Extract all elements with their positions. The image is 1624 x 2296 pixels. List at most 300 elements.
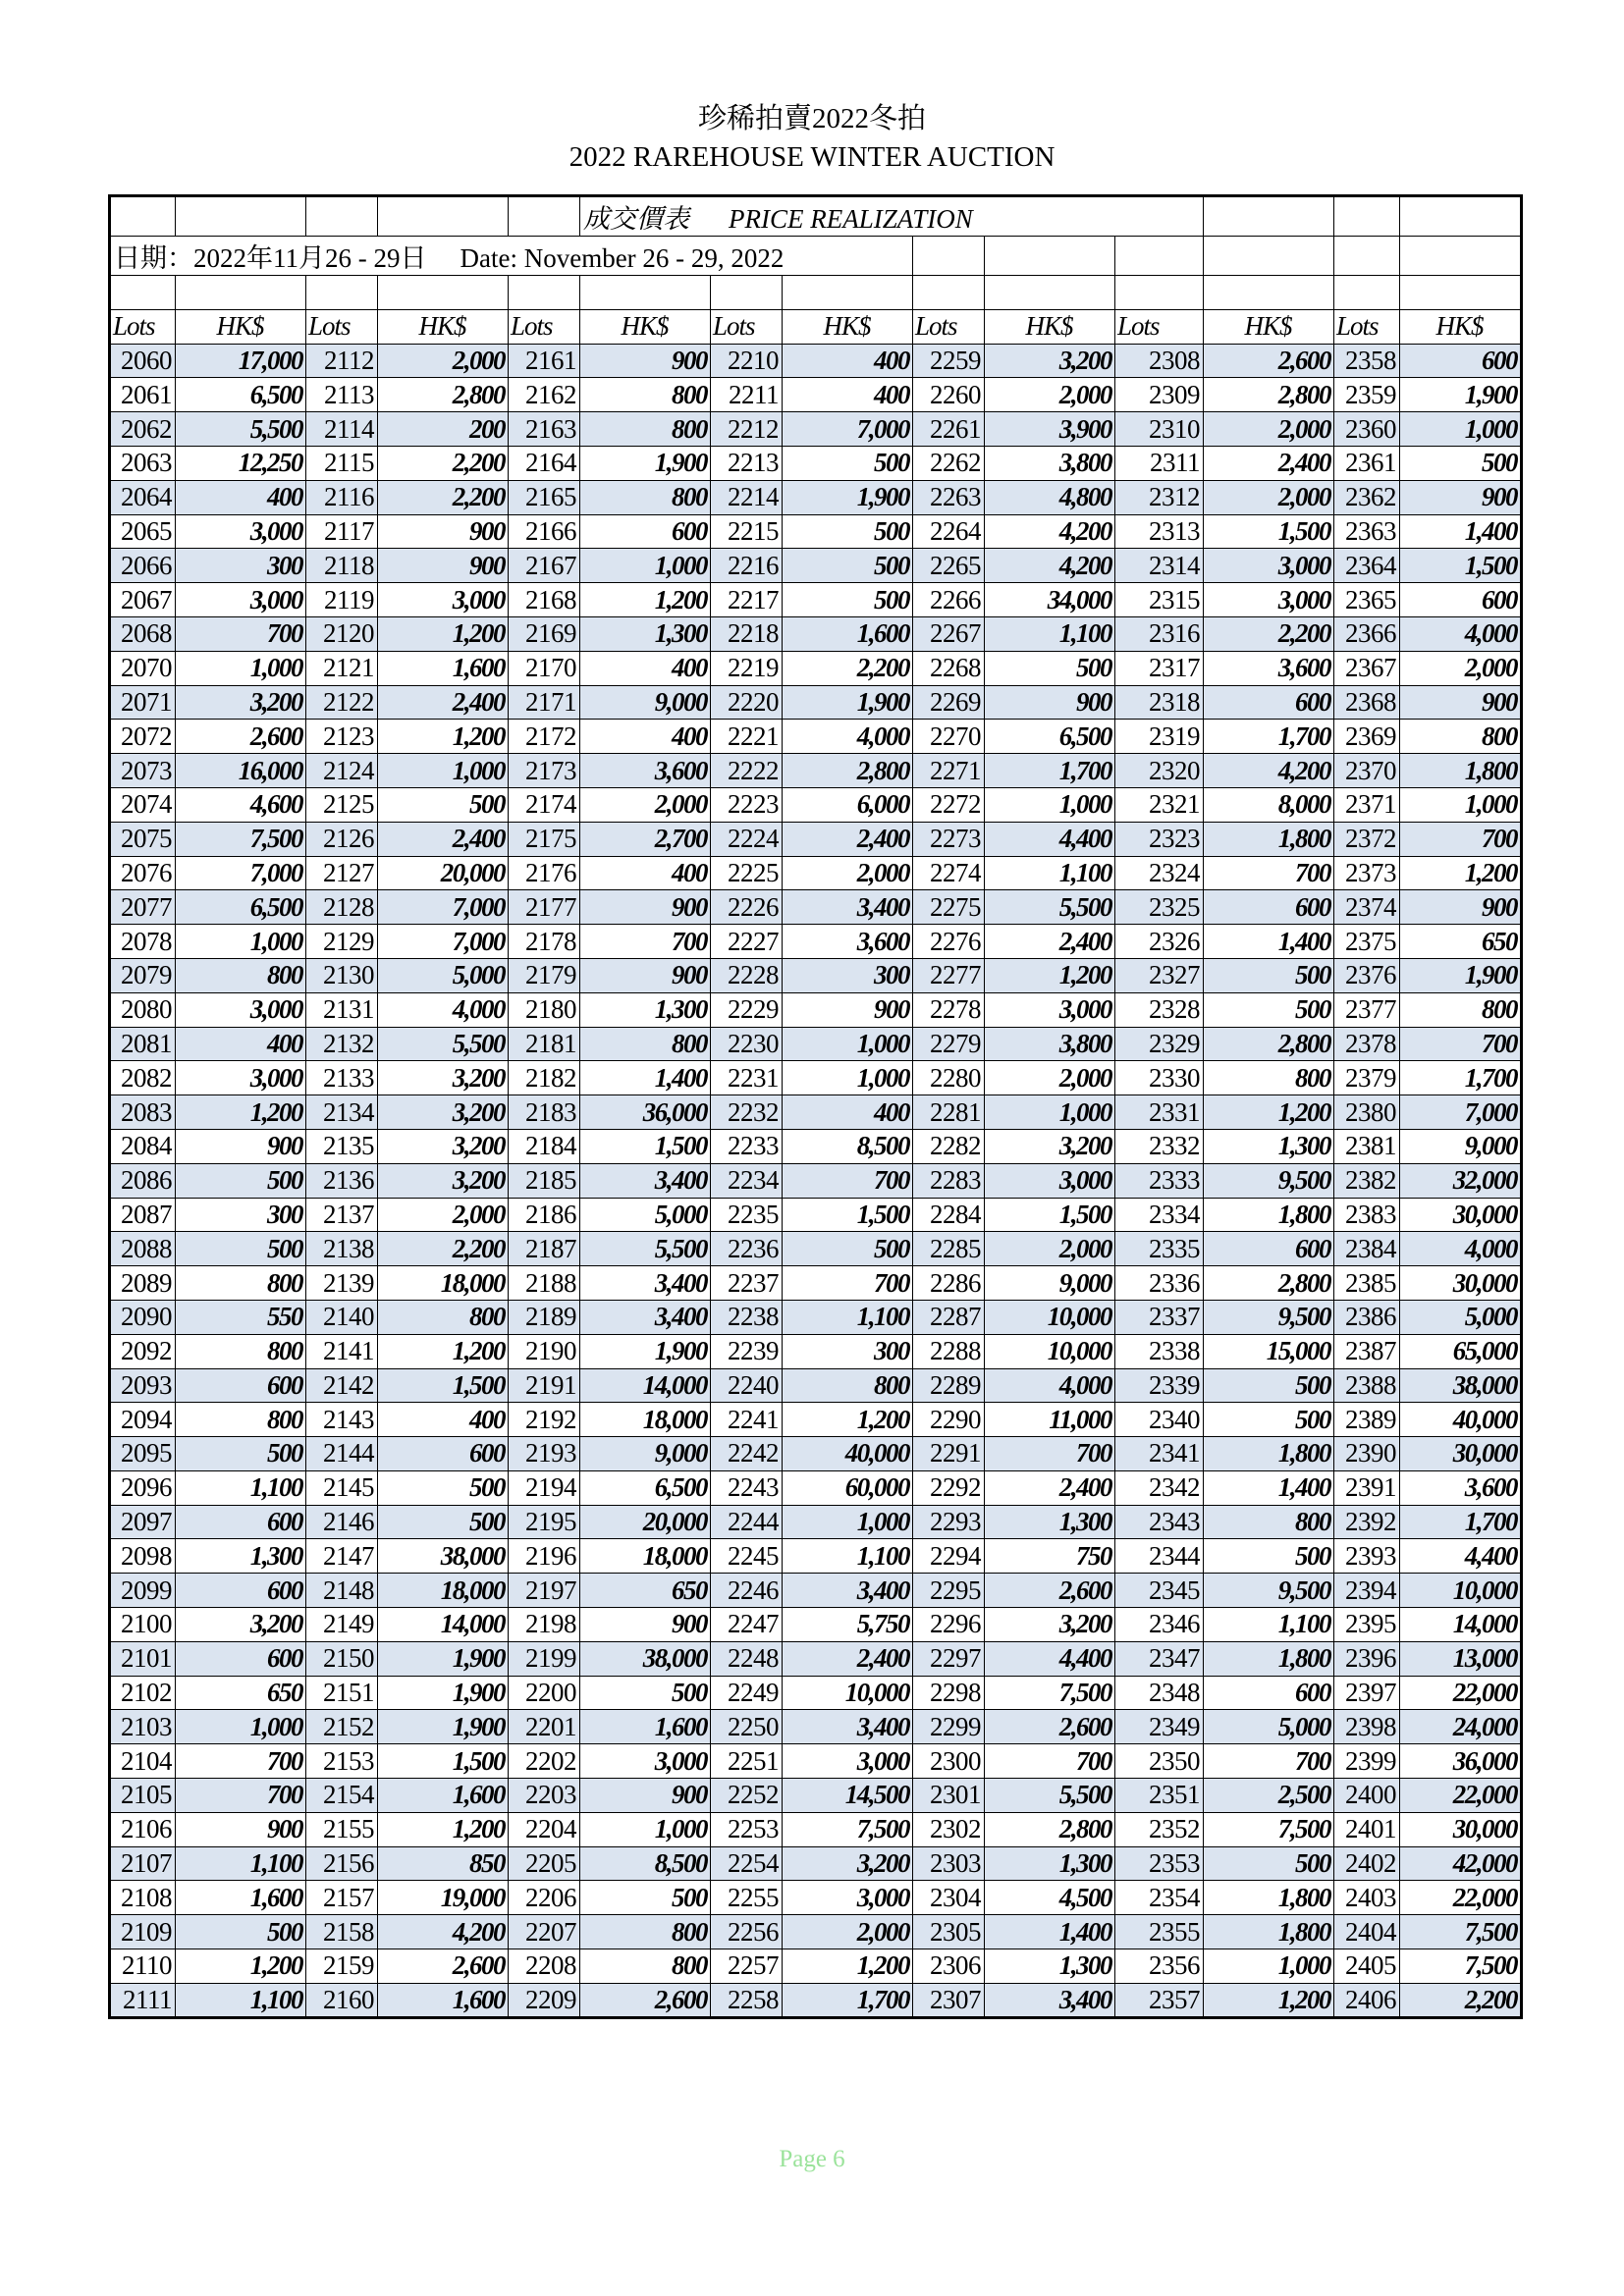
lot-number: 2362 [1334,480,1400,514]
lot-number: 2168 [509,583,580,617]
lot-number: 2253 [711,1812,783,1846]
price-hkd: 900 [1400,480,1522,514]
price-hkd: 800 [176,1266,306,1301]
lot-number: 2278 [913,992,985,1027]
lot-number: 2099 [110,1574,176,1608]
price-hkd: 1,100 [176,1470,306,1505]
header-hkd: HK$ [985,309,1115,344]
lot-number: 2349 [1115,1710,1204,1744]
price-hkd: 400 [783,344,913,378]
price-hkd: 800 [580,412,711,447]
table-row [110,1983,1522,2017]
lot-number: 2244 [711,1505,783,1539]
lot-number: 2152 [306,1710,378,1744]
lot-number: 2262 [913,446,985,480]
lot-number: 2366 [1334,616,1400,651]
lot-number: 2077 [110,890,176,925]
price-hkd: 300 [176,1198,306,1232]
price-hkd: 11,000 [985,1403,1115,1437]
lot-number: 2328 [1115,992,1204,1027]
lot-number: 2126 [306,822,378,856]
table-row [110,1300,1522,1334]
lot-number: 2333 [1115,1163,1204,1198]
price-hkd: 3,000 [176,992,306,1027]
price-hkd: 9,000 [580,1437,711,1471]
price-hkd: 300 [783,1334,913,1368]
table-row [110,856,1522,890]
price-hkd: 10,000 [985,1300,1115,1334]
lot-number: 2173 [509,754,580,788]
price-hkd: 5,500 [985,1779,1115,1813]
lot-number: 2369 [1334,720,1400,754]
lot-number: 2326 [1115,925,1204,959]
price-hkd: 40,000 [783,1437,913,1471]
lot-number: 2204 [509,1812,580,1846]
lot-number: 2395 [1334,1608,1400,1642]
price-hkd: 18,000 [580,1539,711,1574]
price-hkd: 3,200 [985,1129,1115,1163]
lot-number: 2289 [913,1368,985,1403]
lot-number: 2148 [306,1574,378,1608]
lot-number: 2125 [306,787,378,822]
lot-number: 2348 [1115,1676,1204,1710]
table-row [110,1710,1522,1744]
price-hkd: 400 [783,378,913,412]
price-hkd: 300 [783,958,913,992]
lot-number: 2279 [913,1027,985,1061]
price-hkd: 1,000 [176,1710,306,1744]
price-hkd: 6,500 [176,378,306,412]
price-hkd: 900 [580,890,711,925]
lot-number: 2242 [711,1437,783,1471]
price-hkd: 800 [378,1300,509,1334]
lot-number: 2375 [1334,925,1400,959]
lot-number: 2261 [913,412,985,447]
lot-number: 2290 [913,1403,985,1437]
lot-number: 2357 [1115,1983,1204,2017]
price-hkd: 1,700 [1400,1061,1522,1095]
column-header-row [110,309,1522,344]
price-hkd: 700 [783,1163,913,1198]
lot-number: 2109 [110,1915,176,1949]
price-hkd: 800 [1204,1061,1334,1095]
lot-number: 2274 [913,856,985,890]
price-hkd: 4,500 [985,1881,1115,1915]
lot-number: 2122 [306,685,378,720]
table-row [110,1027,1522,1061]
price-hkd: 800 [176,1403,306,1437]
lot-number: 2294 [913,1539,985,1574]
price-hkd: 1,500 [378,1368,509,1403]
price-hkd: 1,200 [378,720,509,754]
lot-number: 2405 [1334,1949,1400,1984]
lot-number: 2177 [509,890,580,925]
lot-number: 2376 [1334,958,1400,992]
lot-number: 2145 [306,1470,378,1505]
price-hkd: 800 [580,1027,711,1061]
lot-number: 2224 [711,822,783,856]
lot-number: 2287 [913,1300,985,1334]
lot-number: 2245 [711,1539,783,1574]
lot-number: 2140 [306,1300,378,1334]
price-hkd: 400 [580,856,711,890]
lot-number: 2254 [711,1846,783,1881]
lot-number: 2166 [509,514,580,549]
price-hkd: 8,500 [580,1846,711,1881]
price-hkd: 550 [176,1300,306,1334]
lot-number: 2237 [711,1266,783,1301]
price-hkd: 4,000 [1400,1232,1522,1266]
lot-number: 2191 [509,1368,580,1403]
price-hkd: 2,000 [378,1198,509,1232]
lot-number: 2323 [1115,822,1204,856]
lot-number: 2300 [913,1744,985,1779]
price-hkd: 5,500 [176,412,306,447]
lot-number: 2111 [110,1983,176,2017]
price-hkd: 3,200 [985,1608,1115,1642]
lot-number: 2067 [110,583,176,617]
price-hkd: 2,400 [985,925,1115,959]
lot-number: 2313 [1115,514,1204,549]
table-row [110,1676,1522,1710]
price-hkd: 750 [985,1539,1115,1574]
price-hkd: 2,400 [1204,446,1334,480]
price-hkd: 1,000 [580,1812,711,1846]
price-hkd: 700 [1400,822,1522,856]
page-number: Page 6 [779,2146,845,2172]
price-hkd: 500 [985,651,1115,685]
lot-number: 2110 [110,1949,176,1984]
price-hkd: 800 [580,480,711,514]
lot-number: 2068 [110,616,176,651]
lot-number: 2215 [711,514,783,549]
header-lots: Lots [1334,309,1400,344]
lot-number: 2081 [110,1027,176,1061]
lot-number: 2221 [711,720,783,754]
table-caption [580,196,1204,237]
price-hkd: 1,400 [1400,514,1522,549]
price-hkd: 1,200 [378,1334,509,1368]
price-hkd: 3,200 [985,344,1115,378]
price-hkd: 800 [580,1915,711,1949]
price-hkd: 500 [378,1505,509,1539]
date-cell [110,237,913,276]
header-lots: Lots [1115,309,1204,344]
lot-number: 2266 [913,583,985,617]
lot-number: 2232 [711,1095,783,1130]
date-row [110,237,1522,276]
lot-number: 2076 [110,856,176,890]
lot-number: 2219 [711,651,783,685]
lot-number: 2080 [110,992,176,1027]
table-row [110,1641,1522,1676]
lot-number: 2282 [913,1129,985,1163]
lot-number: 2374 [1334,890,1400,925]
price-hkd: 2,200 [1204,616,1334,651]
price-hkd: 3,000 [176,583,306,617]
price-hkd: 4,000 [378,992,509,1027]
lot-number: 2234 [711,1163,783,1198]
price-hkd: 1,900 [1400,958,1522,992]
lot-number: 2364 [1334,549,1400,583]
price-hkd: 1,600 [378,1779,509,1813]
lot-number: 2235 [711,1198,783,1232]
price-hkd: 600 [1204,1232,1334,1266]
price-hkd: 1,000 [783,1061,913,1095]
lot-number: 2292 [913,1470,985,1505]
price-hkd: 7,000 [1400,1095,1522,1130]
lot-number: 2296 [913,1608,985,1642]
table-row [110,1915,1522,1949]
lot-number: 2124 [306,754,378,788]
lot-number: 2361 [1334,446,1400,480]
price-hkd: 9,000 [1400,1129,1522,1163]
lot-number: 2151 [306,1676,378,1710]
lot-number: 2195 [509,1505,580,1539]
table-row [110,514,1522,549]
price-hkd: 2,800 [1204,1266,1334,1301]
lot-number: 2157 [306,1881,378,1915]
price-hkd: 500 [783,514,913,549]
price-hkd: 500 [1204,1539,1334,1574]
lot-number: 2383 [1334,1198,1400,1232]
price-hkd: 3,000 [176,1061,306,1095]
price-hkd: 3,400 [580,1266,711,1301]
price-hkd: 500 [1204,1368,1334,1403]
lot-number: 2130 [306,958,378,992]
lot-number: 2092 [110,1334,176,1368]
price-hkd: 1,600 [176,1881,306,1915]
price-hkd: 500 [783,549,913,583]
price-hkd: 4,400 [985,822,1115,856]
lot-number: 2186 [509,1198,580,1232]
price-hkd: 800 [783,1368,913,1403]
price-hkd: 400 [378,1403,509,1437]
lot-number: 2171 [509,685,580,720]
lot-number: 2175 [509,822,580,856]
lot-number: 2159 [306,1949,378,1984]
lot-number: 2303 [913,1846,985,1881]
lot-number: 2406 [1334,1983,1400,2017]
price-hkd: 1,500 [1400,549,1522,583]
price-hkd: 1,200 [1204,1095,1334,1130]
price-hkd: 30,000 [1400,1266,1522,1301]
price-hkd: 2,000 [1204,480,1334,514]
price-hkd: 3,600 [1204,651,1334,685]
lot-number: 2222 [711,754,783,788]
lot-number: 2203 [509,1779,580,1813]
lot-number: 2075 [110,822,176,856]
lot-number: 2389 [1334,1403,1400,1437]
price-hkd: 1,600 [378,1983,509,2017]
lot-number: 2285 [913,1232,985,1266]
lot-number: 2398 [1334,1710,1400,1744]
lot-number: 2102 [110,1676,176,1710]
price-hkd: 40,000 [1400,1403,1522,1437]
price-hkd: 4,000 [783,720,913,754]
price-hkd: 500 [176,1915,306,1949]
price-hkd: 1,500 [783,1198,913,1232]
lot-number: 2160 [306,1983,378,2017]
price-hkd: 2,800 [783,754,913,788]
price-hkd: 1,000 [985,1095,1115,1130]
lot-number: 2329 [1115,1027,1204,1061]
lot-number: 2138 [306,1232,378,1266]
lot-number: 2184 [509,1129,580,1163]
caption-zh: 成交價表 [583,204,689,234]
price-hkd: 500 [1204,1403,1334,1437]
price-hkd: 1,300 [580,616,711,651]
price-hkd: 5,500 [378,1027,509,1061]
lot-number: 2325 [1115,890,1204,925]
price-hkd: 1,700 [1204,720,1334,754]
price-hkd: 700 [985,1744,1115,1779]
lot-number: 2345 [1115,1574,1204,1608]
price-hkd: 6,500 [176,890,306,925]
price-hkd: 600 [1204,1676,1334,1710]
price-hkd: 800 [1204,1505,1334,1539]
lot-number: 2401 [1334,1812,1400,1846]
lot-number: 2158 [306,1915,378,1949]
table-row [110,344,1522,378]
table-row [110,616,1522,651]
price-hkd: 1,100 [1204,1608,1334,1642]
lot-number: 2255 [711,1881,783,1915]
price-hkd: 22,000 [1400,1881,1522,1915]
lot-number: 2096 [110,1470,176,1505]
price-hkd: 20,000 [580,1505,711,1539]
lot-number: 2393 [1334,1539,1400,1574]
lot-number: 2370 [1334,754,1400,788]
lot-number: 2271 [913,754,985,788]
table-row [110,1232,1522,1266]
table-row [110,890,1522,925]
lot-number: 2288 [913,1334,985,1368]
price-hkd: 1,800 [1204,1915,1334,1949]
lot-number: 2293 [913,1505,985,1539]
price-hkd: 22,000 [1400,1779,1522,1813]
lot-number: 2198 [509,1608,580,1642]
price-hkd: 700 [176,1779,306,1813]
lot-number: 2337 [1115,1300,1204,1334]
price-hkd: 400 [580,651,711,685]
price-hkd: 2,400 [783,1641,913,1676]
price-hkd: 9,500 [1204,1163,1334,1198]
table-row [110,787,1522,822]
price-hkd: 3,400 [783,1710,913,1744]
price-hkd: 1,200 [176,1095,306,1130]
price-hkd: 700 [176,1744,306,1779]
lot-number: 2281 [913,1095,985,1130]
price-hkd: 400 [176,480,306,514]
price-hkd: 600 [176,1505,306,1539]
price-hkd: 3,400 [783,890,913,925]
price-hkd: 9,000 [580,685,711,720]
lot-number: 2116 [306,480,378,514]
price-hkd: 800 [580,378,711,412]
price-hkd: 4,800 [985,480,1115,514]
lot-number: 2276 [913,925,985,959]
price-hkd: 400 [580,720,711,754]
lot-number: 2114 [306,412,378,447]
lot-number: 2129 [306,925,378,959]
price-hkd: 2,600 [985,1574,1115,1608]
price-hkd: 2,700 [580,822,711,856]
lot-number: 2240 [711,1368,783,1403]
lot-number: 2365 [1334,583,1400,617]
price-hkd: 1,800 [1204,1198,1334,1232]
lot-number: 2147 [306,1539,378,1574]
lot-number: 2346 [1115,1608,1204,1642]
lot-number: 2212 [711,412,783,447]
lot-number: 2246 [711,1574,783,1608]
lot-number: 2131 [306,992,378,1027]
table-row [110,685,1522,720]
lot-number: 2363 [1334,514,1400,549]
lot-number: 2319 [1115,720,1204,754]
lot-number: 2257 [711,1949,783,1984]
table-row [110,412,1522,447]
lot-number: 2314 [1115,549,1204,583]
lot-number: 2086 [110,1163,176,1198]
lot-number: 2087 [110,1198,176,1232]
lot-number: 2142 [306,1368,378,1403]
lot-number: 2264 [913,514,985,549]
lot-number: 2341 [1115,1437,1204,1471]
table-row [110,1129,1522,1163]
price-hkd: 2,600 [1204,344,1334,378]
lot-number: 2402 [1334,1846,1400,1881]
price-hkd: 2,000 [580,787,711,822]
lot-number: 2167 [509,549,580,583]
table-row [110,925,1522,959]
price-hkd: 1,500 [985,1198,1115,1232]
price-hkd: 1,100 [985,856,1115,890]
lot-number: 2238 [711,1300,783,1334]
price-hkd: 400 [783,1095,913,1130]
price-hkd: 2,000 [378,344,509,378]
price-hkd: 500 [176,1163,306,1198]
lot-number: 2217 [711,583,783,617]
price-hkd: 10,000 [1400,1574,1522,1608]
lot-number: 2084 [110,1129,176,1163]
date-en: Date: November 26 - 29, 2022 [460,243,785,273]
price-hkd: 1,700 [783,1983,913,2017]
price-hkd: 3,000 [783,1881,913,1915]
lot-number: 2382 [1334,1163,1400,1198]
lot-number: 2360 [1334,412,1400,447]
lot-number: 2353 [1115,1846,1204,1881]
price-hkd: 20,000 [378,856,509,890]
lot-number: 2386 [1334,1300,1400,1334]
price-hkd: 1,300 [580,992,711,1027]
price-hkd: 1,000 [985,787,1115,822]
price-hkd: 1,900 [580,446,711,480]
price-hkd: 900 [580,1608,711,1642]
lot-number: 2174 [509,787,580,822]
price-hkd: 800 [1400,992,1522,1027]
price-hkd: 2,200 [378,446,509,480]
price-hkd: 1,400 [985,1915,1115,1949]
lot-number: 2185 [509,1163,580,1198]
lot-number: 2372 [1334,822,1400,856]
lot-number: 2308 [1115,344,1204,378]
lot-number: 2188 [509,1266,580,1301]
lot-number: 2301 [913,1779,985,1813]
price-hkd: 500 [1204,958,1334,992]
price-hkd: 1,200 [985,958,1115,992]
price-hkd: 2,400 [783,822,913,856]
